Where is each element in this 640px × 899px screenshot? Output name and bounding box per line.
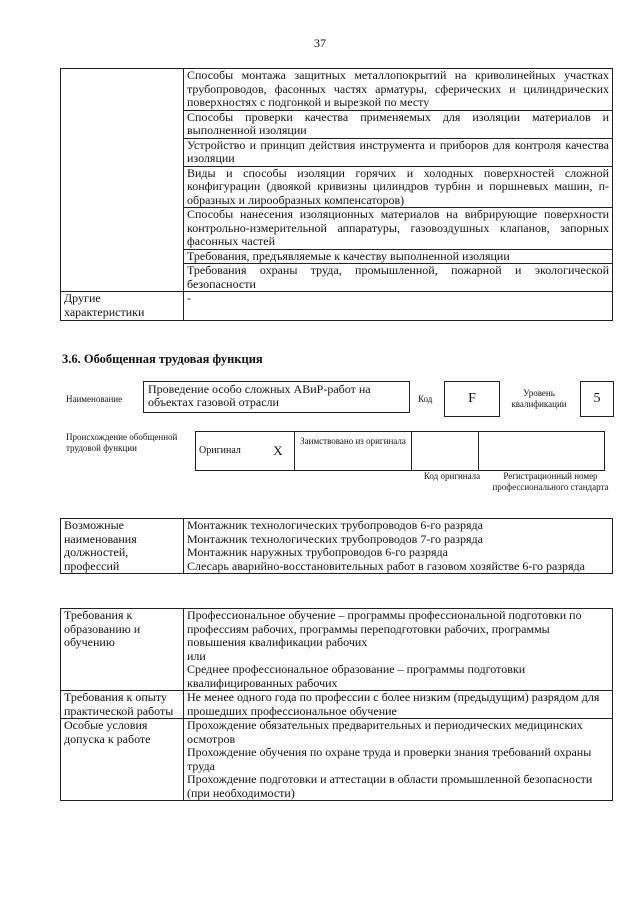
admission-item: Прохождение обязательных предварительных и периодических медицинских осмотров: [187, 718, 583, 746]
reg-number-caption: Регистрационный номер профессионального стандарта: [492, 471, 609, 492]
reg-number-cell: [479, 432, 605, 471]
origin-table: [195, 431, 605, 471]
experience-value: Не менее одного года по профессии с более низким (предыдущим) разрядом для прошедших профессиональное обучение: [184, 691, 613, 719]
empty-label-cell: [61, 69, 184, 292]
admission-list: [184, 719, 613, 801]
function-name-value: Проведение особо сложных АВиР-работ на объектах газовой отрасли: [143, 381, 410, 413]
level-value: 5: [580, 381, 614, 417]
position-item: Монтажник технологических трубопроводов 6-го разряда: [187, 518, 483, 532]
admission-item: Прохождение подготовки и аттестации в области промышленной безопасности (при необходимости): [187, 772, 593, 800]
code-original-cell: [412, 432, 479, 471]
knowledge-table-continuation: [60, 68, 613, 321]
page-number: 37: [314, 36, 326, 50]
positions-list: [184, 519, 613, 574]
borrowed-label: Заимствовано из оригинала: [295, 432, 412, 471]
knowledge-row: Способы проверки качества применяемых для изоляции материалов и выполненной изоляции: [184, 110, 613, 138]
positions-table: [60, 518, 613, 574]
experience-label: Требования к опыту практической работы: [61, 691, 184, 719]
position-item: Монтажник технологических трубопроводов 7-го разряда: [187, 531, 483, 546]
knowledge-row: Виды и способы изоляции горячих и холодных поверхностей сложной конфигурации (двоякой кривизны цилиндров турбин и поршневых машин, п-образных и лирообразных компенсаторов): [184, 166, 613, 208]
function-code-value: F: [444, 381, 500, 417]
knowledge-row: Требования охраны труда, промышленной, пожарной и экологической безопасности: [184, 264, 613, 292]
positions-label: Возможные наименования должностей, профессий: [61, 519, 184, 574]
other-characteristics-value: -: [184, 292, 613, 321]
original-label: Оригинал: [196, 432, 263, 471]
name-label: Наименование: [66, 394, 123, 404]
position-item: Слесарь аварийно-восстановительных работ в газовом хозяйстве 6-го разряда: [187, 558, 585, 573]
education-value: Профессиональное обучение – программы профессиональной подготовки по профессиям рабочих, программы переподготовки рабочих, программы повышения квалификации рабочих или Среднее профессиональное образование – программы подготовки квалифицированных рабочих: [184, 609, 613, 691]
position-item: Монтажник наружных трубопроводов 6-го разряда: [187, 545, 448, 559]
code-label: Код: [418, 394, 433, 404]
knowledge-row: Требования, предъявляемые к качеству выполненной изоляции: [184, 249, 613, 264]
code-original-caption: Код оригинала: [423, 471, 481, 481]
original-mark: X: [262, 432, 295, 471]
admission-label: Особые условия допуска к работе: [61, 719, 184, 801]
origin-label: Происхождение обобщенной трудовой функции: [66, 432, 178, 453]
requirements-table: [60, 608, 613, 801]
knowledge-row: Способы монтажа защитных металлопокрытий на криволинейных участках трубопроводов, фасонных частях арматуры, сферических и цилиндрических поверхностях с подгонкой и вырезкой по месту: [184, 69, 613, 111]
education-label: Требования к образованию и обучению: [61, 609, 184, 691]
section-title: 3.6. Обобщенная трудовая функция: [62, 352, 263, 366]
level-label: Уровень квалификации: [511, 388, 567, 409]
admission-item: Прохождение обучения по охране труда и проверки знания требований охраны труда: [187, 745, 592, 773]
other-characteristics-label: Другие характеристики: [61, 292, 184, 321]
knowledge-row: Устройство и принцип действия инструмента и приборов для контроля качества изоляции: [184, 138, 613, 166]
knowledge-row: Способы нанесения изоляционных материалов на вибрирующие поверхности контрольно-измерительной аппаратуры, газовоздушных клапанов, запорных фасонных частей: [184, 208, 613, 250]
